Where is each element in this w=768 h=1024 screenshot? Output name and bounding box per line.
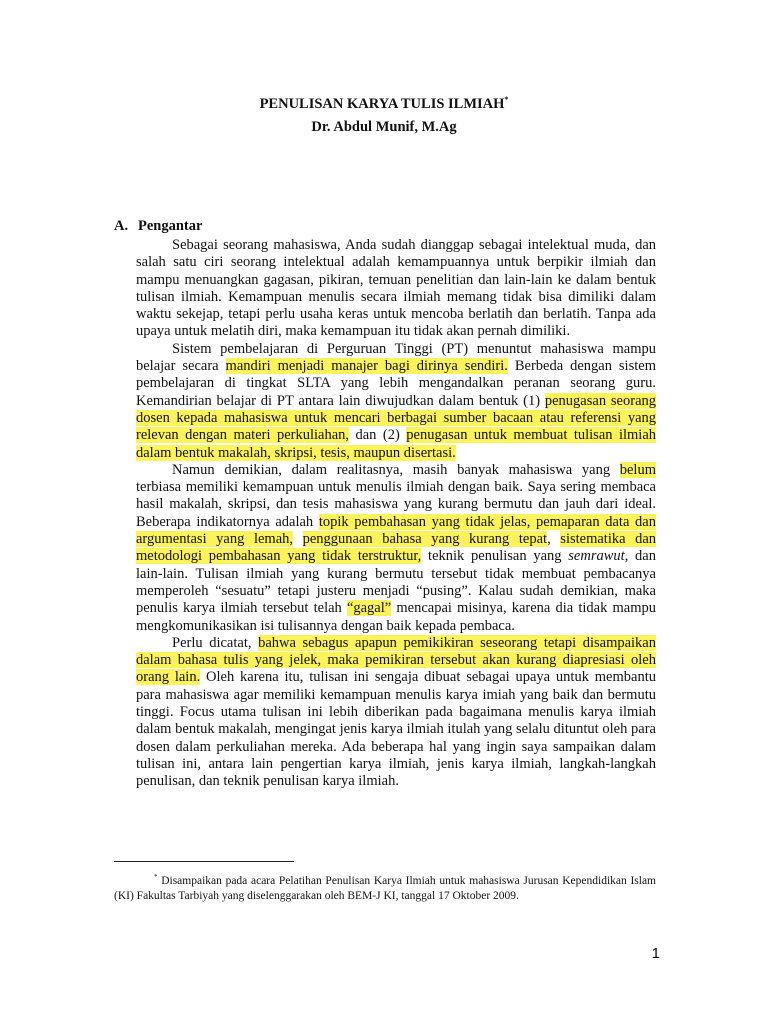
paragraph-text: Namun demikian, dalam realitasnya, masih banyak mahasiswa yang — [172, 461, 620, 478]
paragraph-text: mencapai misinya, karena dia tidak mampu mengkomunikasikan isi tulisannya dengan baik kepada pembaca. — [136, 600, 656, 634]
highlighted-text: sistematika dan metodologi pembahasan yang tidak terstruktur, — [136, 531, 657, 565]
highlighted-text: penugasan seorang dosen kepada mahasiswa untuk mencari berbagai sumber bacaan atau referensi yang relevan dengan materi perkuliahan, — [136, 392, 657, 444]
body-text — [136, 237, 656, 791]
highlighted-text: “gagal” — [346, 600, 392, 617]
section-heading — [114, 216, 202, 236]
page-number: 1 — [651, 945, 660, 962]
paragraph-text: dan (2) — [349, 427, 407, 444]
document-title — [0, 94, 768, 114]
author-name: Dr. Abdul Munif, M.Ag — [311, 119, 457, 135]
paragraph-text — [293, 531, 303, 547]
footnote — [114, 870, 656, 905]
footnote-marker: * — [154, 873, 158, 881]
paragraph-text: Sistem pembelajaran di Perguruan Tinggi (PT) menuntut mahasiswa mampu belajar secara — [136, 340, 656, 375]
title-footnote-marker: * — [504, 95, 509, 105]
highlighted-text: belum — [619, 461, 656, 478]
section-number: A. — [114, 218, 129, 234]
italic-text: semrawut — [568, 548, 625, 565]
paragraph-3 — [136, 462, 656, 635]
highlighted-text: bahwa sebagus apapun pemikikiran seseorang tetapi disampaikan dalam bahasa tulis yang jelek, maka pemikiran tersebut akan kurang diapresiasi oleh orang lain. — [136, 634, 656, 686]
highlighted-text: mandiri menjadi manajer bagi dirinya sendiri. — [225, 358, 508, 375]
section-title: Pengantar — [138, 218, 203, 234]
paragraph-4 — [136, 635, 656, 791]
paragraph-text: Berbeda dengan sistem pembelajaran di tingkat SLTA yang lebih mengandalkan peranan seorang guru. Kemandirian belajar di PT antara lain diwujudkan dalam bentuk (1) — [136, 358, 656, 409]
paragraph-text: , dan lain-lain. Tulisan ilmiah yang kurang bermutu tersebut tidak membuat pembacanya memperoleh “sesuatu” tetapi justeru menjadi “pusing”. Kalau sudah demikian, maka penulis karya ilmiah tersebut telah — [136, 548, 656, 617]
title-text: PENULISAN KARYA TULIS ILMIAH — [259, 96, 505, 112]
highlighted-text: penugasan untuk membuat tulisan ilmiah dalam bentuk makalah, skripsi, tesis, maupun disertasi. — [136, 427, 657, 461]
footnote-text: Disampaikan pada acara Pelatihan Penulisan Karya Ilmiah untuk mahasiswa Jurusan Kependidikan Islam (KI) Fakultas Tarbiyah yang diselenggarakan oleh BEM-J KI, tanggal 17 Oktober 2009. — [114, 874, 656, 903]
paragraph-2 — [136, 341, 656, 462]
paragraph-text: Perlu dicatat, — [172, 634, 259, 651]
footnote-divider — [114, 861, 294, 862]
paragraph-text: , — [547, 531, 561, 548]
paragraph-1 — [136, 237, 656, 341]
paragraph-text: Oleh karena itu, tulisan ini sengaja dibuat sebagai upaya untuk membantu para mahasiswa agar memiliki kemampuan menulis karya imiah yang baik dan bermutu tinggi. Focus utama tulisan ini lebih diberikan pada bagaimana menulis karya ilmiah dalam bentuk makalah, mengingat jenis karya ilmiah itulah yang selalu dituntut oleh para dosen dalam perkuliahan mereka. Ada beberapa hal yang ingin saya sampaikan dalam tulisan ini, antara lain pengertian karya ilmiah, jenis karya ilmiah, langkah-langkah penulisan, dan teknik penulisan karya ilmiah. — [136, 669, 656, 790]
highlighted-text: topik pembahasan yang tidak jelas, pemaparan data dan argumentasi yang lemah, — [136, 513, 656, 548]
paragraph-text: terbiasa memiliki kemampuan untuk menulis ilmiah dengan baik. Saya sering membaca hasil makalah, skripsi, dan tesis mahasiswa yang kurang bermutu dan jauh dari ideal. Beberapa indikatornya adalah — [136, 479, 656, 530]
highlighted-text: penggunaan bahasa yang kurang tepat — [302, 531, 548, 548]
paragraph-text: Sebagai seorang mahasiswa, Anda sudah dianggap sebagai intelektual muda, dan salah satu ciri seorang intelektual adalah kemampuannya untuk berpikir ilmiah dan mampu menuangkan gagasan, pikiran, temuan penelitian dan lain-lain ke dalam bentuk tulisan ilmiah. Kemampuan menulis secara ilmiah memang tidak bisa dimiliki dalam waktu sekejap, tetapi perlu usaha keras untuk mencoba berlatih dan berlatih. Tanpa ada upaya untuk melatih diri, maka kemampuan itu tidak akan pernah dimiliki. — [136, 237, 656, 340]
paragraph-text: teknik penulisan yang — [421, 548, 569, 565]
